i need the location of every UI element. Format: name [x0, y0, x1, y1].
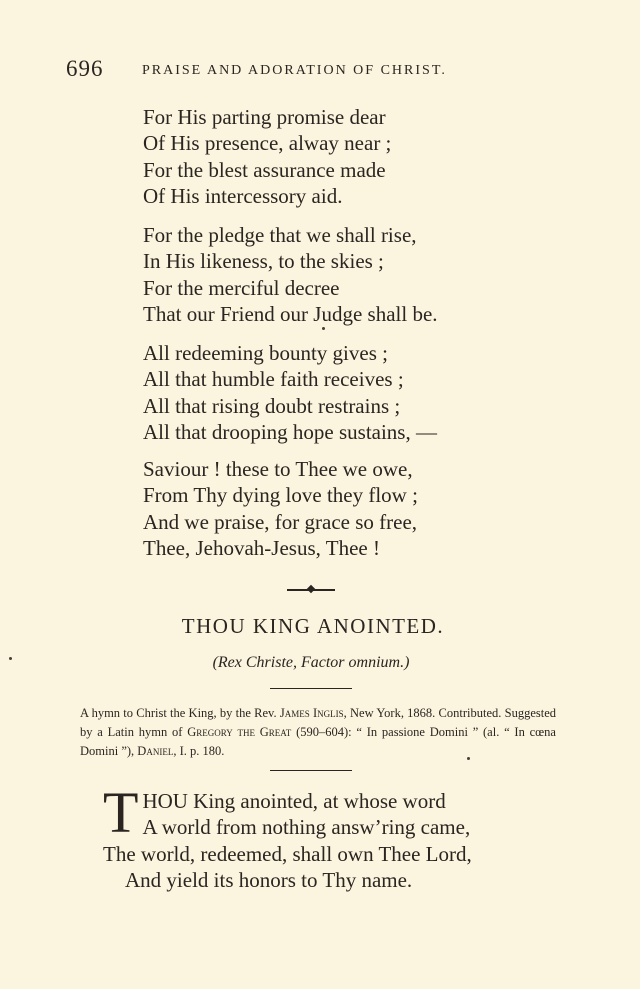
verse-line: All redeeming bounty gives ; [143, 341, 388, 365]
stanza-2 [143, 222, 563, 327]
latin-title-b: Factor omnium [300, 654, 401, 671]
hymn-source-note: A hymn to Christ the King, by the Rev. James Inglis, New York, 1868. Contributed. Suggested by a Latin hymn of Gregory the Great (590–604): “ In passione Domini ” (al. “ In cœna Domini ”), Daniel, I. p. 180. [80, 706, 557, 758]
verse-line: And yield its honors to Thy name. [125, 867, 413, 892]
verse-line: Thee, Jehovah-Jesus, Thee ! [143, 535, 380, 560]
verse-line: For His parting promise dear [143, 105, 386, 129]
verse-line: That our Friend our Judge shall be. [143, 301, 438, 326]
drop-cap: T [103, 780, 139, 845]
author-name: James Inglis [279, 706, 344, 720]
divider-diamond-icon [307, 585, 315, 593]
verse-line: For the merciful decree [143, 275, 340, 300]
verse-line: In His likeness, to the skies ; [143, 249, 384, 274]
verse-line: And we praise, for grace so free, [143, 509, 418, 534]
source-name: Gregory the Great [187, 725, 292, 739]
hymn-title: THOU KING ANOINTED. [181, 614, 445, 638]
verse-line: All that rising doubt restrains ; [143, 393, 401, 418]
verse-line: The world, redeemed, shall own Thee Lord, [103, 841, 472, 866]
verse-line: Of His intercessory aid. [143, 183, 343, 208]
stanza-3 [143, 340, 563, 445]
hymn-stanza-1 [103, 780, 563, 893]
page-number: 696 [66, 56, 104, 81]
latin-subtitle: (Rex Christe, Factor omnium.) [212, 654, 410, 671]
verse-line: Of His presence, alway near ; [143, 131, 392, 156]
running-title: PRAISE AND ADORATION OF CHRIST. [142, 63, 447, 78]
stanza-4 [143, 456, 563, 561]
subtitle-rule [270, 688, 352, 689]
print-fleck [467, 757, 470, 760]
verse-line: Saviour ! these to Thee we owe, [143, 457, 413, 481]
verse-line: All that humble faith receives ; [143, 367, 404, 392]
verse-line: From Thy dying love they flow ; [143, 483, 418, 508]
note-rule [270, 770, 352, 771]
verse-line: HOU King anointed, at whose word [142, 789, 446, 813]
verse-line: A world from nothing answ’ring came, [142, 815, 471, 840]
editor-name: Daniel [137, 744, 174, 758]
verse-line: For the pledge that we shall rise, [143, 223, 417, 247]
page-header [66, 56, 496, 86]
verse-line: All that drooping hope sustains, — [143, 419, 437, 444]
verse-line: For the blest assurance made [143, 157, 386, 182]
section-divider-ornament [287, 584, 335, 596]
latin-title-a: Rex Christe [217, 654, 293, 671]
print-fleck [322, 327, 325, 330]
print-fleck [9, 657, 12, 660]
stanza-1 [143, 104, 563, 209]
